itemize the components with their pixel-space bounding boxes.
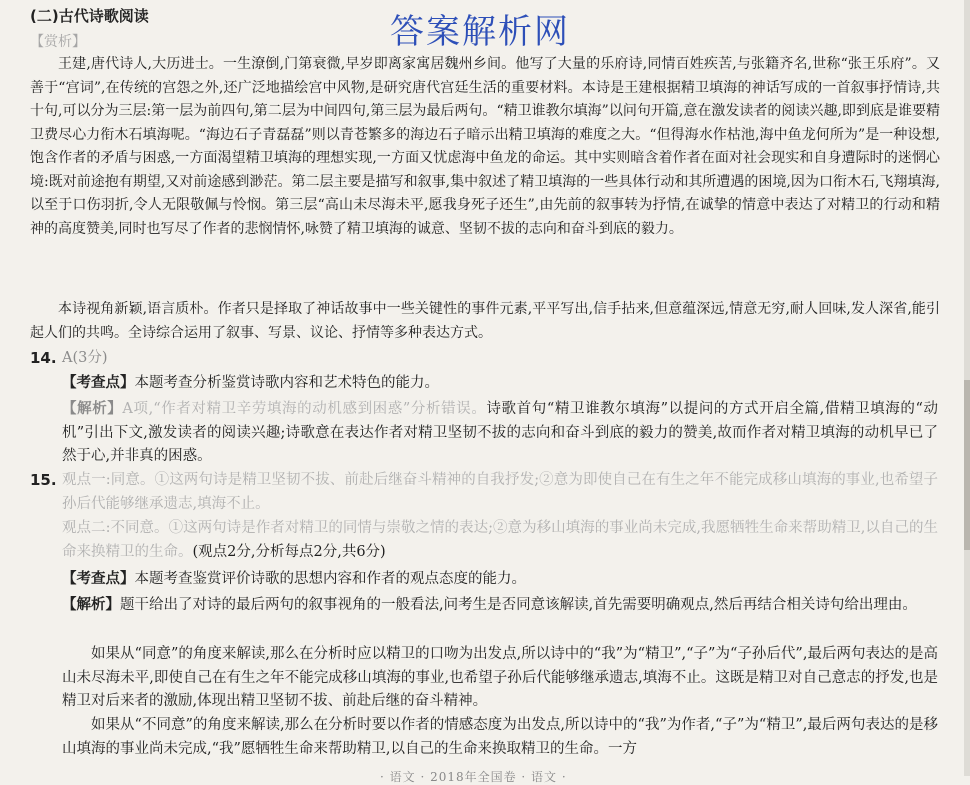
question-14-point xyxy=(62,372,938,396)
appreciation-paragraph-2: 本诗视角新颖,语言质朴。作者只是择取了神话故事中一些关键性的事件元素,平平写出,信手拈来,但意蕴深远,情意无穷,耐人回味,发人深省,能引起人们的共鸣。全诗综合运用了叙事、写景、议论、抒情等多种表达方式。 xyxy=(30,301,940,341)
view-2-text: 观点二:不同意。①这两句诗是作者对精卫的同情与崇敬之情的表达;②意为移山填海的事业尚未完成,我愿牺牲生命来帮助精卫,以自己的生命来换精卫的生命。 xyxy=(62,520,938,560)
point-text: 本题考查鉴赏评价诗歌的思想内容和作者的观点态度的能力。 xyxy=(134,571,526,587)
point-label: 【考查点】 xyxy=(62,571,135,587)
score-text: (观点2分,分析每点2分,共6分) xyxy=(192,543,386,560)
question-15-point xyxy=(62,568,938,592)
section-title: (二)古代诗歌阅读 xyxy=(30,7,149,25)
question-15-analysis xyxy=(62,594,938,618)
analysis-text: 题干给出了对诗的最后两句的叙事视角的一般看法,问考生是否同意该解读,首先需要明确观点,然后再结合相关诗句给出理由。 xyxy=(120,597,917,613)
appreciation-label: 【赏析】 xyxy=(30,34,86,50)
page-footer: · 语文 · 2018年全国卷 · 语文 · xyxy=(380,770,567,784)
question-15-paragraph-disagree: 如果从“不同意”的角度来解读,那么在分析时要以作者的情感态度为出发点,所以诗中的“我”为作者,“子”为“精卫”,最后两句表达的是移山填海的事业尚未完成,“我”愿牺牲生命来帮助精卫,以自己的生命来换取精卫的生命。一方 xyxy=(62,717,939,757)
question-14-number: 14. xyxy=(30,349,57,367)
point-text: 本题考查分析鉴赏诗歌内容和艺术特色的能力。 xyxy=(134,375,439,391)
analysis-gray-text: A项,“作者对精卫辛劳填海的动机感到困惑”分析错误。 xyxy=(122,401,487,417)
question-15-paragraph-agree: 如果从“同意”的角度来解读,那么在分析时应以精卫的口吻为出发点,所以诗中的“我”为“精卫”,“子”为“子孙后代”,最后两句表达的是高山未尽海未平,即使自己在有生之年不能完成移山填海的事业,也希望子孙后代能够继承遗志,填海不止。这既是精卫对自己意志的抒发,也是精卫对后来者的激励,体现出精卫坚韧不拔、前赴后继的奋斗精神。 xyxy=(62,646,938,709)
question-15-number: 15. xyxy=(30,471,57,489)
scrollbar-thumb[interactable] xyxy=(964,380,970,550)
question-14-answer: A(3分) xyxy=(62,350,108,366)
question-14-analysis xyxy=(62,398,938,469)
question-15-view-1: 观点一:同意。①这两句诗是精卫坚韧不拔、前赴后继奋斗精神的自我抒发;②意为即使自己在有生之年不能完成移山填海的事业,也希望子孙后代能够继承遗志,填海不止。 xyxy=(62,472,938,512)
question-15-view-2 xyxy=(62,517,938,564)
analysis-label: 【解析】 xyxy=(62,597,120,613)
point-label: 【考查点】 xyxy=(62,375,135,391)
analysis-label: 【解析】 xyxy=(62,401,123,417)
watermark-logo: 答案解析网 xyxy=(390,12,570,52)
appreciation-paragraph-1: 王建,唐代诗人,大历进士。一生潦倒,门第衰微,早岁即离家寓居魏州乡间。他写了大量的乐府诗,同情百姓疾苦,与张籍齐名,世称“张王乐府”。又善于“宫词”,在传统的宫怨之外,还广泛地描绘宫中风物,是研究唐代宫廷生活的重要材料。本诗是王建根据精卫填海的神话写成的一首叙事抒情诗,共十句,可以分为三层:第一层为前四句,第二层为中间四句,第三层为最后两句。“精卫谁教尔填海”以问句开篇,意在激发读者的阅读兴趣,即到底是谁要精卫费尽心力衔木石填海呢。“海边石子青磊磊”则以青苍繁多的海边石子暗示出精卫填海的难度之大。“但得海水作枯池,海中鱼龙何所为”是一种设想,饱含作者的矛盾与困惑,一方面渴望精卫填海的理想实现,一方面又忧虑海中鱼龙的命运。其中实则暗含着作者在面对社会现实和自身遭际时的迷惘心境:既对前途抱有期望,又对前途感到渺茫。第二层主要是描写和叙事,集中叙述了精卫填海的一些具体行动和其所遭遇的困境,因为口衔木石,飞翔填海,以至于口伤羽折,令人无限敬佩与怜悯。第三层“高山未尽海未平,愿我身死子还生”,由先前的叙事转为抒情,在诚挚的情意中表达了对精卫的行动和精神的高度赞美,同时也写尽了作者的悲悯情怀,咏赞了精卫填海的诚意、坚韧不拔的志向和奋斗到底的毅力。 xyxy=(30,56,940,237)
analysis-text: 诗歌首句“精卫谁教尔填海”以提问的方式开启全篇,借精卫填海的“动机”引出下文,激发读者的阅读兴趣;诗歌意在表达作者对精卫坚韧不拔的志向和奋斗到底的毅力的赞美,故而作者对精卫填海的动机早已了然于心,并非真的困惑。 xyxy=(62,401,939,464)
